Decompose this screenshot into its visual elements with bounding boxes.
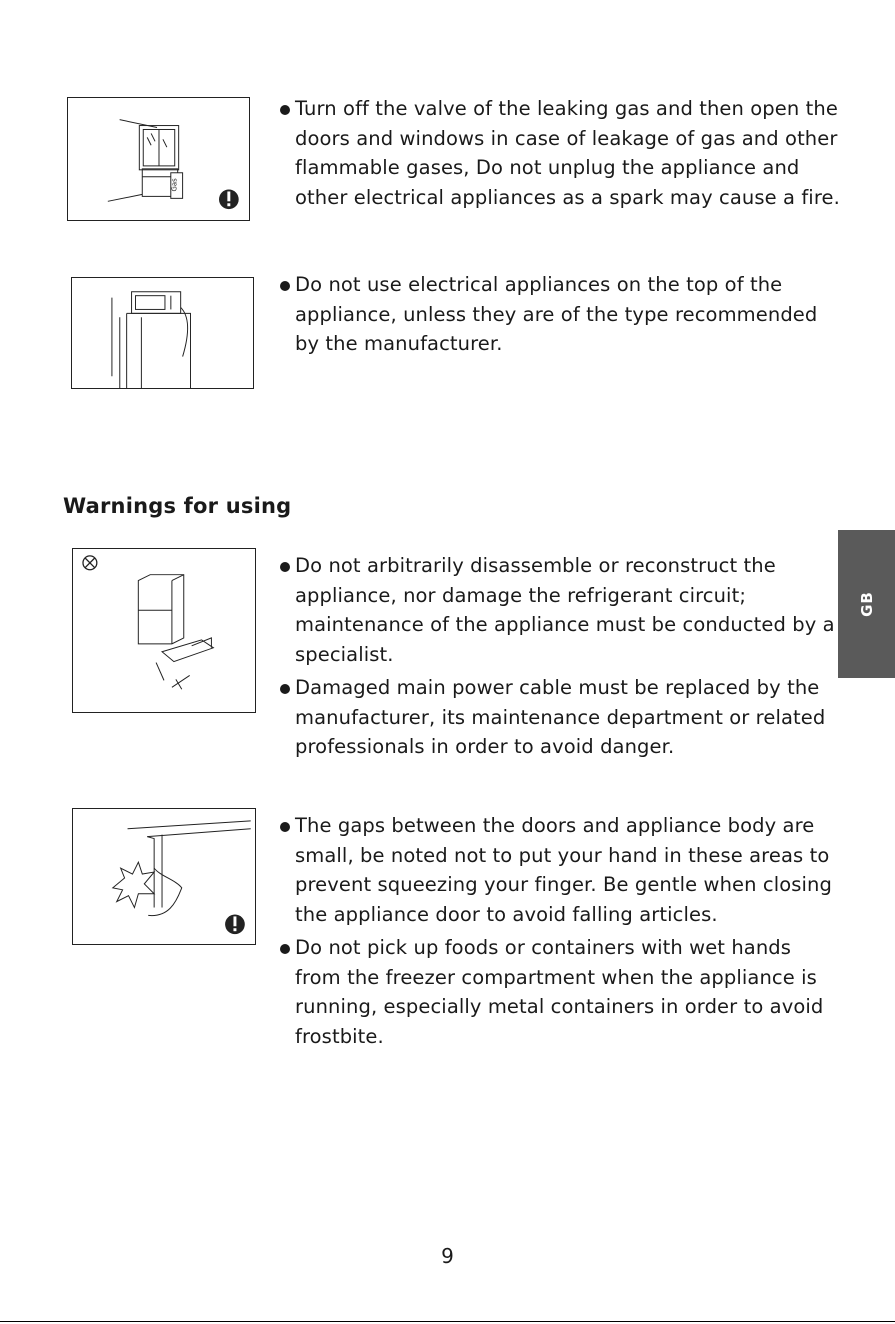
exclamation-icon (219, 190, 239, 210)
disassembly-bullets (280, 551, 840, 766)
gas-leak-warning-illustration (68, 98, 249, 220)
list-item: Do not pick up foods or containers with wet hands from the freezer compartment when the appliance is running, especially metal containers in order to avoid frostbite. (280, 933, 840, 1051)
list-item: Damaged main power cable must be replaced by the manufacturer, its maintenance department or related professionals in order to avoid danger. (280, 673, 840, 762)
bullet-dot-icon (280, 281, 290, 291)
page-number: 9 (441, 1244, 454, 1268)
disassembly-figure (72, 548, 256, 713)
gas-leak-bullets (280, 94, 840, 216)
microwave-on-appliance-illustration (72, 278, 253, 388)
bullet-dot-icon (280, 562, 290, 572)
door-pinch-bullets (280, 811, 840, 1055)
prohibited-icon (83, 556, 97, 570)
gas-leak-figure (67, 97, 250, 221)
appliance-top-bullets (280, 270, 840, 363)
door-pinch-warning-illustration (73, 809, 255, 944)
bullet-dot-icon (280, 944, 290, 954)
exclamation-icon (225, 914, 245, 934)
microwave-figure (71, 277, 254, 389)
bullet-dot-icon (280, 684, 290, 694)
bullet-dot-icon (280, 105, 290, 115)
bullet-dot-icon (280, 822, 290, 832)
list-item: Do not arbitrarily disassemble or reconstruct the appliance, nor damage the refrigerant circuit; maintenance of the appliance must be conducted by a specialist. (280, 551, 840, 669)
bottom-rule (0, 1321, 895, 1322)
disassembly-prohibited-illustration (73, 549, 255, 712)
list-item: Turn off the valve of the leaking gas and then open the doors and windows in case of leakage of gas and other flammable gases, Do not unplug the appliance and other electrical appliances as a spark may cause a fire. (280, 94, 840, 212)
list-item: Do not use electrical appliances on the top of the appliance, unless they are of the type recommended by the manufacturer. (280, 270, 840, 359)
list-item: The gaps between the doors and appliance body are small, be noted not to put your hand in these areas to prevent squeezing your finger. Be gentle when closing the appliance door to avoid falling articles. (280, 811, 840, 929)
language-tab (838, 530, 895, 678)
door-pinch-figure (72, 808, 256, 945)
section-title: Warnings for using (63, 494, 292, 518)
gas-label: Gas (170, 178, 179, 192)
language-tab-label: GB (857, 591, 876, 617)
